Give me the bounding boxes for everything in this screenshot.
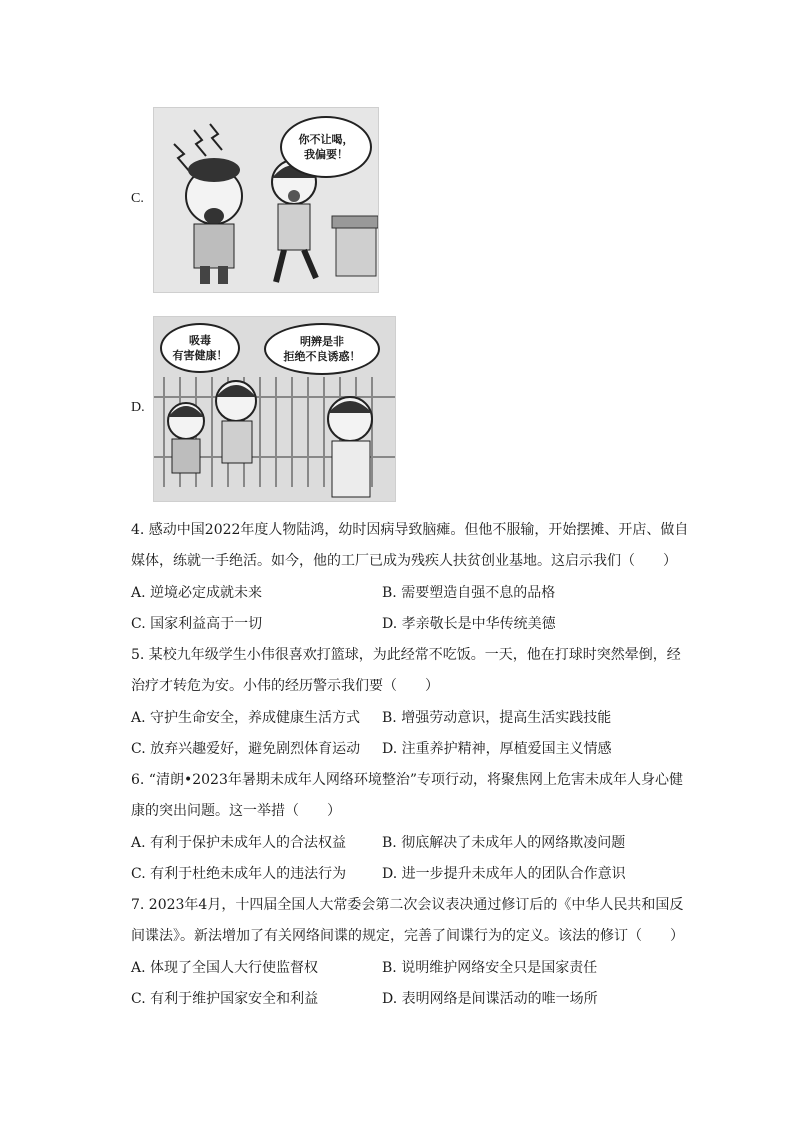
cartoon-c-image — [153, 107, 379, 293]
question-4-option-c[interactable]: C. 国家利益高于一切 — [131, 616, 263, 632]
question-6-option-c[interactable]: C. 有利于杜绝未成年人的违法行为 — [131, 866, 347, 882]
question-6-stem-line-2: 康的突出问题。这一举措（ ） — [131, 803, 341, 819]
question-4-stem-line-2: 媒体，练就一手绝活。如今，他的工厂已成为残疾人扶贫创业基地。这启示我们（ ） — [131, 553, 677, 569]
question-6-option-a[interactable]: A. 有利于保护未成年人的合法权益 — [131, 835, 347, 851]
cartoon-c-speech-bubble: 你不让喝， 我偏要！ — [280, 116, 372, 178]
question-5-option-a[interactable]: A. 守护生命安全，养成健康生活方式 — [131, 710, 361, 726]
question-6-option-b[interactable]: B. 彻底解决了未成年人的网络欺凌问题 — [382, 835, 626, 851]
option-d-letter: D. — [131, 400, 145, 415]
question-6-stem-line-1: 6. “清朗•2023年暑期未成年人网络环境整治”专项行动，将聚焦网上危害未成年人身心健 — [131, 772, 684, 788]
question-7-stem-line-1: 7. 2023年4月，十四届全国人大常委会第二次会议表决通过修订后的《中华人民共和国反 — [131, 897, 684, 913]
question-5-option-c[interactable]: C. 放弃兴趣爱好，避免剧烈体育运动 — [131, 741, 361, 757]
question-7-option-a[interactable]: A. 体现了全国人大行使监督权 — [131, 960, 319, 976]
question-6-option-d[interactable]: D. 进一步提升未成年人的团队合作意识 — [382, 866, 626, 882]
cartoon-d-image — [153, 316, 396, 502]
question-4-option-a[interactable]: A. 逆境必定成就未来 — [131, 585, 263, 601]
question-5-option-d[interactable]: D. 注重养护精神，厚植爱国主义情感 — [382, 741, 612, 757]
question-7-option-c[interactable]: C. 有利于维护国家安全和利益 — [131, 991, 319, 1007]
cartoon-d-speech-bubble-left: 吸毒 有害健康！ — [160, 323, 240, 373]
option-c-letter: C. — [131, 191, 144, 206]
question-5-stem-line-1: 5. 某校九年级学生小伟很喜欢打篮球，为此经常不吃饭。一天，他在打球时突然晕倒，经 — [131, 647, 681, 663]
question-5-option-b[interactable]: B. 增强劳动意识，提高生活实践技能 — [382, 710, 612, 726]
question-7-stem-line-2: 间谍法》。新法增加了有关网络间谍的规定，完善了间谍行为的定义。该法的修订（ ） — [131, 928, 684, 944]
question-4 — [131, 515, 695, 577]
question-7-option-b[interactable]: B. 说明维护网络安全只是国家责任 — [382, 960, 598, 976]
question-5-stem-line-2: 治疗才转危为安。小伟的经历警示我们要（ ） — [131, 678, 439, 694]
cartoon-d-speech-bubble-right: 明辨是非 拒绝不良诱惑！ — [264, 323, 380, 375]
question-4-option-d[interactable]: D. 孝亲敬长是中华传统美德 — [382, 616, 556, 632]
question-5 — [131, 640, 695, 702]
question-7 — [131, 890, 695, 952]
question-7-option-d[interactable]: D. 表明网络是间谍活动的唯一场所 — [382, 991, 598, 1007]
question-6 — [131, 765, 695, 827]
question-4-stem-line-1: 4. 感动中国2022年度人物陆鸿，幼时因病导致脑瘫。但他不服输，开始摆摊、开店、做自 — [131, 522, 689, 538]
question-4-option-b[interactable]: B. 需要塑造自强不息的品格 — [382, 585, 556, 601]
